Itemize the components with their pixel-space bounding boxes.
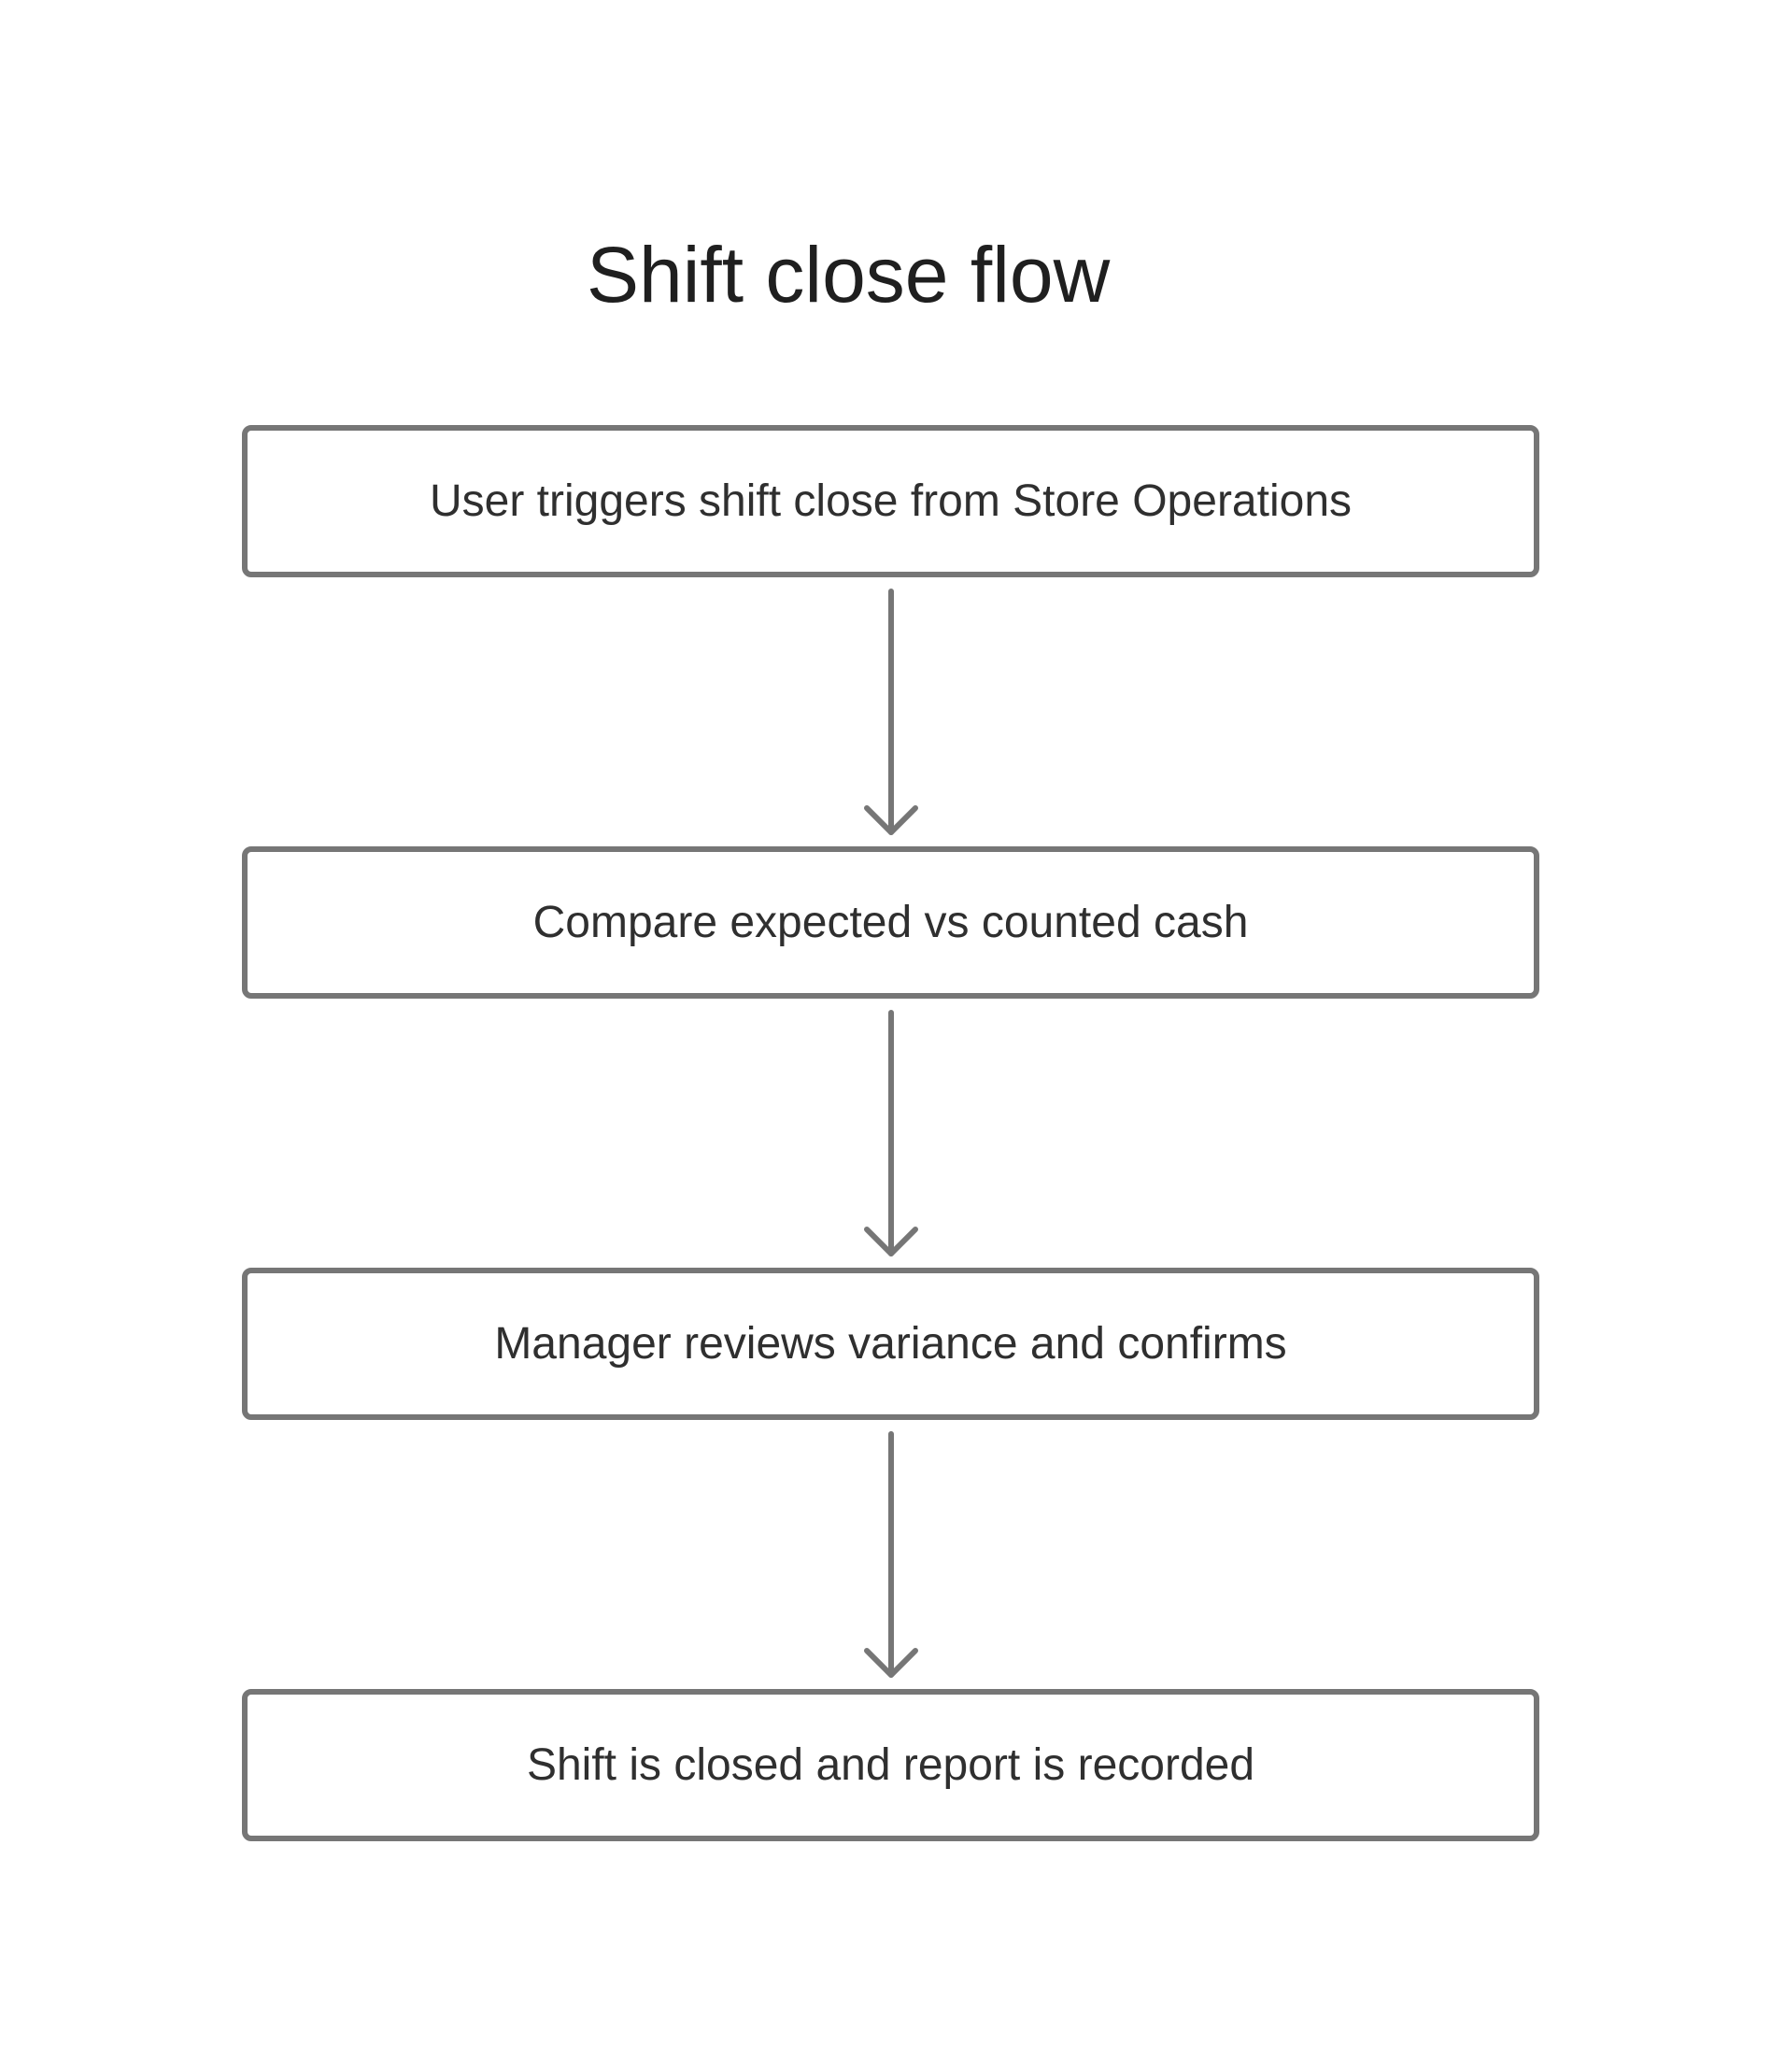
diagram-title: Shift close flow (587, 231, 1111, 319)
arrow-step-2-to-3 (867, 1013, 915, 1254)
step-label: Compare expected vs counted cash (532, 897, 1249, 947)
flow-step-shift-closed (242, 1689, 1539, 1841)
arrow-head-icon (867, 1651, 915, 1675)
arrow-step-3-to-4 (867, 1434, 915, 1675)
arrow-step-1-to-2 (867, 591, 915, 832)
arrow-head-icon (867, 1229, 915, 1254)
arrow-head-icon (867, 808, 915, 832)
flow-step-manager-review (242, 1268, 1539, 1420)
step-label: Manager reviews variance and confirms (494, 1318, 1287, 1369)
flow-step-trigger-shift-close (242, 425, 1539, 577)
flow-step-compare-cash (242, 846, 1539, 999)
step-label: Shift is closed and report is recorded (526, 1739, 1255, 1790)
step-label: User triggers shift close from Store Operations (429, 475, 1353, 526)
